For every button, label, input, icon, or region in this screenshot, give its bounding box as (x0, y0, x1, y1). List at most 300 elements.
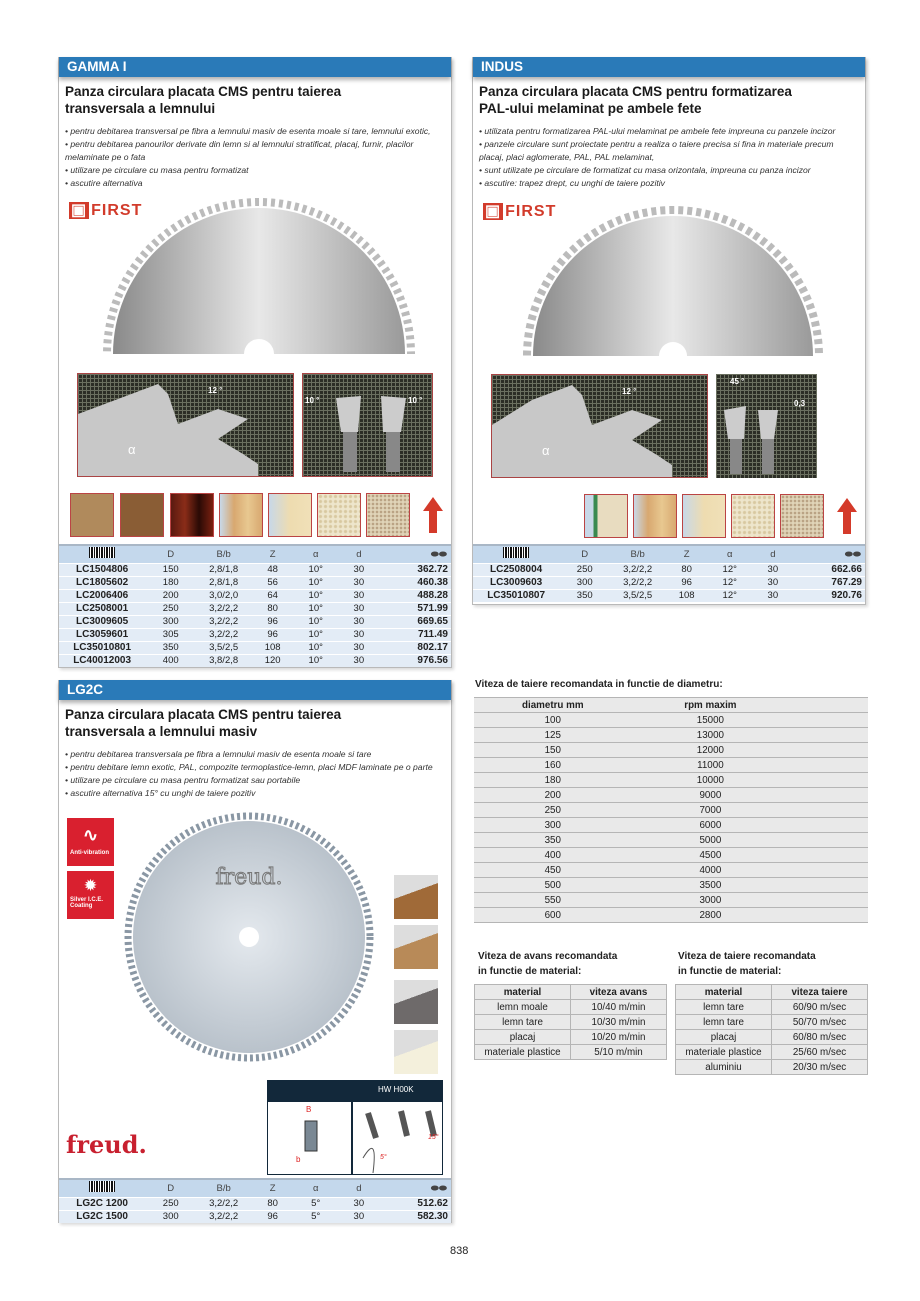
title-line: in functie de material: (478, 966, 582, 977)
cell: 150 (474, 743, 632, 758)
spacer (789, 833, 868, 848)
section-header: INDUS (473, 57, 865, 77)
table-row (474, 848, 868, 863)
column-header: D (145, 1179, 196, 1197)
cell: 80 (665, 563, 708, 576)
table-row (473, 576, 865, 589)
alpha-label: α (128, 442, 136, 457)
material-swatch-plywood (219, 493, 263, 537)
anti-vibration-badge (67, 818, 114, 866)
cell: 400 (474, 848, 632, 863)
product-title (59, 700, 451, 740)
cell: 12° (708, 563, 751, 576)
table-row (474, 803, 868, 818)
column-header: B/b (610, 545, 665, 563)
table-row (474, 908, 868, 923)
table-row (676, 1015, 868, 1030)
cell: 3,2/2,2 (196, 1210, 251, 1223)
table-row (473, 563, 865, 576)
application-panel (394, 925, 438, 969)
title-line: transversala a lemnului masiv (65, 724, 258, 739)
price: 802.17 (380, 641, 451, 654)
plate-width-label: b (296, 1155, 301, 1164)
spacer (789, 893, 868, 908)
rpm-table-title: Viteza de taiere recomandata in functie de diametru: (475, 679, 723, 690)
cell: 56 (251, 576, 294, 589)
cell: 10° (294, 602, 337, 615)
price: 362.72 (380, 563, 451, 576)
side-angle-right-label: 10 ° (408, 396, 423, 405)
first-logo: ▣ FIRST (485, 203, 557, 220)
column-header: d (751, 545, 794, 563)
feature: • pentru debitare lemn exotic, PAL, compozite termoplastice-lemn, placi MDF laminate pe o parte (65, 762, 433, 772)
table-row (474, 863, 868, 878)
table-row (474, 758, 868, 773)
cell: 3,2/2,2 (196, 602, 251, 615)
feature: • utilizare pe circulare cu masa pentru formatizat sau portabile (65, 775, 301, 785)
cell: 80 (251, 602, 294, 615)
table-row (474, 878, 868, 893)
cell: lemn tare (676, 1000, 772, 1015)
column-header: B/b (196, 545, 251, 563)
cell: 250 (559, 563, 610, 576)
application-solid-wood (394, 875, 438, 919)
price: 669.65 (380, 615, 451, 628)
product-code: LG2C 1500 (59, 1210, 145, 1223)
spacer (789, 698, 868, 713)
product-code: LC3009603 (473, 576, 559, 589)
cell: 20/30 m/sec (772, 1060, 868, 1075)
cell: 30 (337, 563, 380, 576)
spacer (789, 773, 868, 788)
cell: 108 (665, 589, 708, 602)
price: 571.99 (380, 602, 451, 615)
material-swatch-chipboard (780, 494, 824, 538)
product-title (59, 77, 451, 117)
table-row (474, 833, 868, 848)
product-table (473, 544, 865, 602)
tooth-angle-diagram (491, 374, 708, 478)
cell: 50/70 m/sec (772, 1015, 868, 1030)
title-line: Panza circulara placata CMS pentru taierea (65, 84, 342, 99)
material-swatch-softwood (70, 493, 114, 537)
cell: 5000 (632, 833, 790, 848)
cell: 400 (145, 654, 196, 667)
product-table (59, 544, 451, 667)
cell: 10/40 m/min (571, 1000, 667, 1015)
cell: 450 (474, 863, 632, 878)
price-coins-icon: ⬬⬬ (380, 545, 451, 563)
product-code: LC40012003 (59, 654, 145, 667)
product-code: LG2C 1200 (59, 1197, 145, 1210)
cell: 10000 (632, 773, 790, 788)
cell: 4500 (632, 848, 790, 863)
wave-icon: ∿ (82, 825, 99, 845)
spacer (789, 728, 868, 743)
table-row (676, 1060, 868, 1075)
cell: 3500 (632, 878, 790, 893)
first-logo: ▣ FIRST (71, 202, 143, 219)
column-header: d (337, 545, 380, 563)
column-header: B/b (196, 1179, 251, 1197)
cell: 3,2/2,2 (610, 576, 665, 589)
ice-seal-icon: ✹ (84, 877, 97, 893)
price: 582.30 (380, 1210, 451, 1223)
product-code: LC2006406 (59, 589, 145, 602)
column-header: D (559, 545, 610, 563)
material-swatch-hardwood (120, 493, 164, 537)
product-code: LC1805602 (59, 576, 145, 589)
spacer (789, 743, 868, 758)
cell: 3,2/2,2 (196, 615, 251, 628)
column-header: α (708, 545, 751, 563)
material-swatch-veneer (682, 494, 726, 538)
cell: materiale plastice (676, 1045, 772, 1060)
product-code: LC35010807 (473, 589, 559, 602)
cell: 5/10 m/min (571, 1045, 667, 1060)
cell: 30 (337, 576, 380, 589)
material-swatch-exotic (170, 493, 214, 537)
cell: 2,8/1,8 (196, 576, 251, 589)
lg2c-panel (58, 680, 452, 1223)
price: 460.38 (380, 576, 451, 589)
saw-blade-image (523, 199, 823, 356)
feed-table-title (478, 949, 617, 979)
price-coins-icon: ⬬⬬ (794, 545, 865, 563)
cell: 300 (474, 818, 632, 833)
column-header: viteza taiere (772, 985, 868, 1000)
cell: 96 (665, 576, 708, 589)
cell: 180 (145, 576, 196, 589)
cell: 60/90 m/sec (772, 1000, 868, 1015)
body-width-label: B (306, 1105, 312, 1114)
feature: • pentru debitarea panourilor derivate din lemn si al lemnului stratificat, placaj, furnir, placilor melaminate pe o fata (65, 139, 414, 162)
title-line: in functie de material: (678, 966, 782, 977)
badge-label: Silver I.C.E. Coating (70, 897, 104, 909)
feature: • ascutire alternativa 15° cu unghi de taiere pozitiv (65, 788, 256, 798)
feature: • utilizata pentru formatizarea PAL-ului melaminat pe ambele fete impreuna cu panzele incizor (479, 126, 836, 136)
blade-logo: freud. (215, 865, 283, 890)
material-swatch-chipboard (366, 493, 410, 537)
cell: 3,2/2,2 (196, 1197, 251, 1210)
freud-logo: freud. (66, 1130, 147, 1159)
material-swatch-chipboard-melamine (731, 494, 775, 538)
cell: 108 (251, 641, 294, 654)
rpm-table (474, 697, 868, 923)
price: 662.66 (794, 563, 865, 576)
cell: 10/30 m/min (571, 1015, 667, 1030)
cell: 500 (474, 878, 632, 893)
table-row (676, 1000, 868, 1015)
material-swatch-veneer (268, 493, 312, 537)
cell: 200 (474, 788, 632, 803)
application-laminate (394, 980, 438, 1024)
cell: 600 (474, 908, 632, 923)
cutting-speed-table (675, 984, 868, 1075)
table-row (474, 713, 868, 728)
chamfer-diagram (716, 374, 817, 478)
cell: materiale plastice (475, 1045, 571, 1060)
barcode-icon (59, 1179, 145, 1197)
freud-saw-blade-image (124, 812, 374, 1062)
product-title (473, 77, 865, 117)
hook-diagram (267, 1080, 443, 1175)
table-row (59, 1210, 451, 1223)
cell: 10° (294, 563, 337, 576)
rake-angle-label: 12 ° (622, 387, 637, 396)
cell: 11000 (632, 758, 790, 773)
product-table (59, 1178, 451, 1223)
cell: 120 (251, 654, 294, 667)
column-header: α (294, 545, 337, 563)
feature-list (59, 740, 451, 800)
spacer (789, 713, 868, 728)
page-number: 838 (450, 1245, 469, 1257)
ice-coating-badge (67, 871, 114, 919)
table-row (475, 1030, 667, 1045)
table-row (59, 628, 451, 641)
hook-angle-label: 15° (428, 1134, 439, 1141)
spacer (789, 863, 868, 878)
cell: 10° (294, 654, 337, 667)
cell: lemn tare (475, 1015, 571, 1030)
cell: 3,2/2,2 (610, 563, 665, 576)
cell: 30 (337, 589, 380, 602)
table-row (59, 602, 451, 615)
cell: 305 (145, 628, 196, 641)
cell: 12° (708, 576, 751, 589)
material-swatch-chipboard-melamine (317, 493, 361, 537)
column-header: α (294, 1179, 337, 1197)
column-header: Z (665, 545, 708, 563)
cell: 30 (751, 589, 794, 602)
cell: 60/80 m/sec (772, 1030, 868, 1045)
cell: 3000 (632, 893, 790, 908)
cell: placaj (475, 1030, 571, 1045)
cell: 4000 (632, 863, 790, 878)
table-row (59, 1197, 451, 1210)
table-row (59, 563, 451, 576)
table-header (474, 698, 868, 713)
cell: 100 (474, 713, 632, 728)
cell: lemn tare (676, 1015, 772, 1030)
cell: 30 (337, 615, 380, 628)
column-header: viteza avans (571, 985, 667, 1000)
side-angle-diagram (302, 373, 433, 477)
price: 711.49 (380, 628, 451, 641)
cell: 30 (337, 654, 380, 667)
cell: 10/20 m/min (571, 1030, 667, 1045)
clearance-angle-label: 5° (380, 1154, 387, 1161)
column-header: d (337, 1179, 380, 1197)
price: 767.29 (794, 576, 865, 589)
cell: 3,5/2,5 (610, 589, 665, 602)
title-line: PAL-ului melaminat pe ambele fete (479, 101, 702, 116)
cell: 5° (294, 1197, 337, 1210)
cell: 3,2/2,2 (196, 628, 251, 641)
spacer (789, 818, 868, 833)
cell: 30 (751, 576, 794, 589)
table-row (676, 1030, 868, 1045)
table-row (475, 1015, 667, 1030)
table-header (59, 545, 451, 563)
cell: 10° (294, 628, 337, 641)
cell: 250 (145, 602, 196, 615)
price: 512.62 (380, 1197, 451, 1210)
product-code: LC2508001 (59, 602, 145, 615)
cell: 80 (251, 1197, 294, 1210)
saw-blade-image (99, 197, 419, 357)
title-line: Viteza de taiere recomandata (678, 951, 816, 962)
cell: 30 (337, 641, 380, 654)
brand-text: FIRST (505, 203, 557, 220)
spacer (789, 758, 868, 773)
chamfer-angle-label: 45 ° (730, 377, 745, 386)
barcode-icon (473, 545, 559, 563)
cell: aluminiu (676, 1060, 772, 1075)
cell: 12° (708, 589, 751, 602)
cell: 30 (337, 628, 380, 641)
title-line: Viteza de avans recomandata (478, 951, 618, 962)
section-header: GAMMA I (59, 57, 451, 77)
title-line: transversala a lemnului (65, 101, 216, 116)
cell: 15000 (632, 713, 790, 728)
product-code: LC2508004 (473, 563, 559, 576)
cell: placaj (676, 1030, 772, 1045)
cell: 64 (251, 589, 294, 602)
feature: • utilizare pe circulare cu masa pentru formatizat (65, 165, 249, 175)
product-code: LC1504806 (59, 563, 145, 576)
cell: 160 (474, 758, 632, 773)
feature-list (59, 117, 451, 190)
table-row (474, 773, 868, 788)
price: 488.28 (380, 589, 451, 602)
column-header: diametru mm (474, 698, 632, 713)
cell: 250 (145, 1197, 196, 1210)
cell: 125 (474, 728, 632, 743)
price-coins-icon: ⬬⬬ (380, 1179, 451, 1197)
cell: lemn moale (475, 1000, 571, 1015)
column-header: Z (251, 545, 294, 563)
feature: • pentru debitarea transversala pe fibra a lemnului masiv de esenta moale si tare (65, 749, 372, 759)
cell: 200 (145, 589, 196, 602)
feature: • ascutire alternativa (65, 178, 143, 188)
spacer (789, 908, 868, 923)
cut-table-title (678, 949, 816, 979)
feature: • ascutire: trapez drept, cu unghi de taiere pozitiv (479, 178, 665, 188)
column-header: material (676, 985, 772, 1000)
table-row (676, 1045, 868, 1060)
cell: 5° (294, 1210, 337, 1223)
table-row (59, 576, 451, 589)
column-header: rpm maxim (632, 698, 790, 713)
cell: 10° (294, 615, 337, 628)
title-line: Panza circulara placata CMS pentru formatizarea (479, 84, 792, 99)
side-angle-left-label: 10 ° (305, 396, 320, 405)
brand-text: FIRST (91, 202, 143, 219)
table-row (475, 1000, 667, 1015)
cell: 3,0/2,0 (196, 589, 251, 602)
cell: 6000 (632, 818, 790, 833)
barcode-icon (59, 545, 145, 563)
table-header (475, 985, 667, 1000)
cell: 96 (251, 628, 294, 641)
cell: 300 (559, 576, 610, 589)
cell: 350 (559, 589, 610, 602)
spacer (789, 878, 868, 893)
feature: • sunt utilizate pe circulare de formatizat cu masa orizontala, impreuna cu panza incizor (479, 165, 811, 175)
cell: 30 (751, 563, 794, 576)
product-code: LC3059601 (59, 628, 145, 641)
table-header (473, 545, 865, 563)
application-plastic (394, 1030, 438, 1074)
table-row (474, 728, 868, 743)
cell: 25/60 m/sec (772, 1045, 868, 1060)
price: 920.76 (794, 589, 865, 602)
table-row (474, 743, 868, 758)
table-row (59, 589, 451, 602)
cell: 30 (337, 602, 380, 615)
cell: 2,8/1,8 (196, 563, 251, 576)
product-code: LC35010801 (59, 641, 145, 654)
cell: 150 (145, 563, 196, 576)
table-row (59, 615, 451, 628)
arrow-up-icon (423, 497, 443, 533)
cell: 48 (251, 563, 294, 576)
cell: 96 (251, 615, 294, 628)
column-header: Z (251, 1179, 294, 1197)
cell: 10° (294, 589, 337, 602)
cell: 12000 (632, 743, 790, 758)
feature: • panzele circulare sunt proiectate pentru a realiza o taiere precisa si fina in materiale precum placaj, placi aglomerate, PAL, PAL melaminat, (479, 139, 834, 162)
cell: 13000 (632, 728, 790, 743)
section-header: LG2C (59, 680, 451, 700)
tooth-angle-diagram (77, 373, 294, 477)
table-header (59, 1179, 451, 1197)
badge-label: Anti-vibration (70, 850, 109, 856)
cell: 30 (337, 1210, 380, 1223)
height-label: 0,3 (794, 399, 806, 408)
alpha-label: α (542, 443, 550, 458)
product-code: LC3009605 (59, 615, 145, 628)
feature-list (473, 117, 865, 190)
title-line: Panza circulara placata CMS pentru taierea (65, 707, 342, 722)
price: 976.56 (380, 654, 451, 667)
table-row (59, 654, 451, 667)
spacer (789, 803, 868, 818)
feed-speed-table (474, 984, 667, 1060)
table-row (473, 589, 865, 602)
spacer (789, 848, 868, 863)
spacer (789, 788, 868, 803)
table-row (474, 893, 868, 908)
cell: 550 (474, 893, 632, 908)
cell: 3,5/2,5 (196, 641, 251, 654)
arrow-up-icon (837, 498, 857, 534)
cell: 180 (474, 773, 632, 788)
feature: • pentru debitarea transversal pe fibra a lemnului masiv de esenta moale si tare, lemnului exotic, (65, 126, 431, 136)
cell: 250 (474, 803, 632, 818)
table-row (59, 641, 451, 654)
material-swatch-plywood (633, 494, 677, 538)
table-row (474, 788, 868, 803)
cell: 350 (145, 641, 196, 654)
material-swatch-melamine-chipboard (584, 494, 628, 538)
hook-label: HW H00K (268, 1081, 442, 1102)
cell: 2800 (632, 908, 790, 923)
column-header: D (145, 545, 196, 563)
cell: 10° (294, 641, 337, 654)
